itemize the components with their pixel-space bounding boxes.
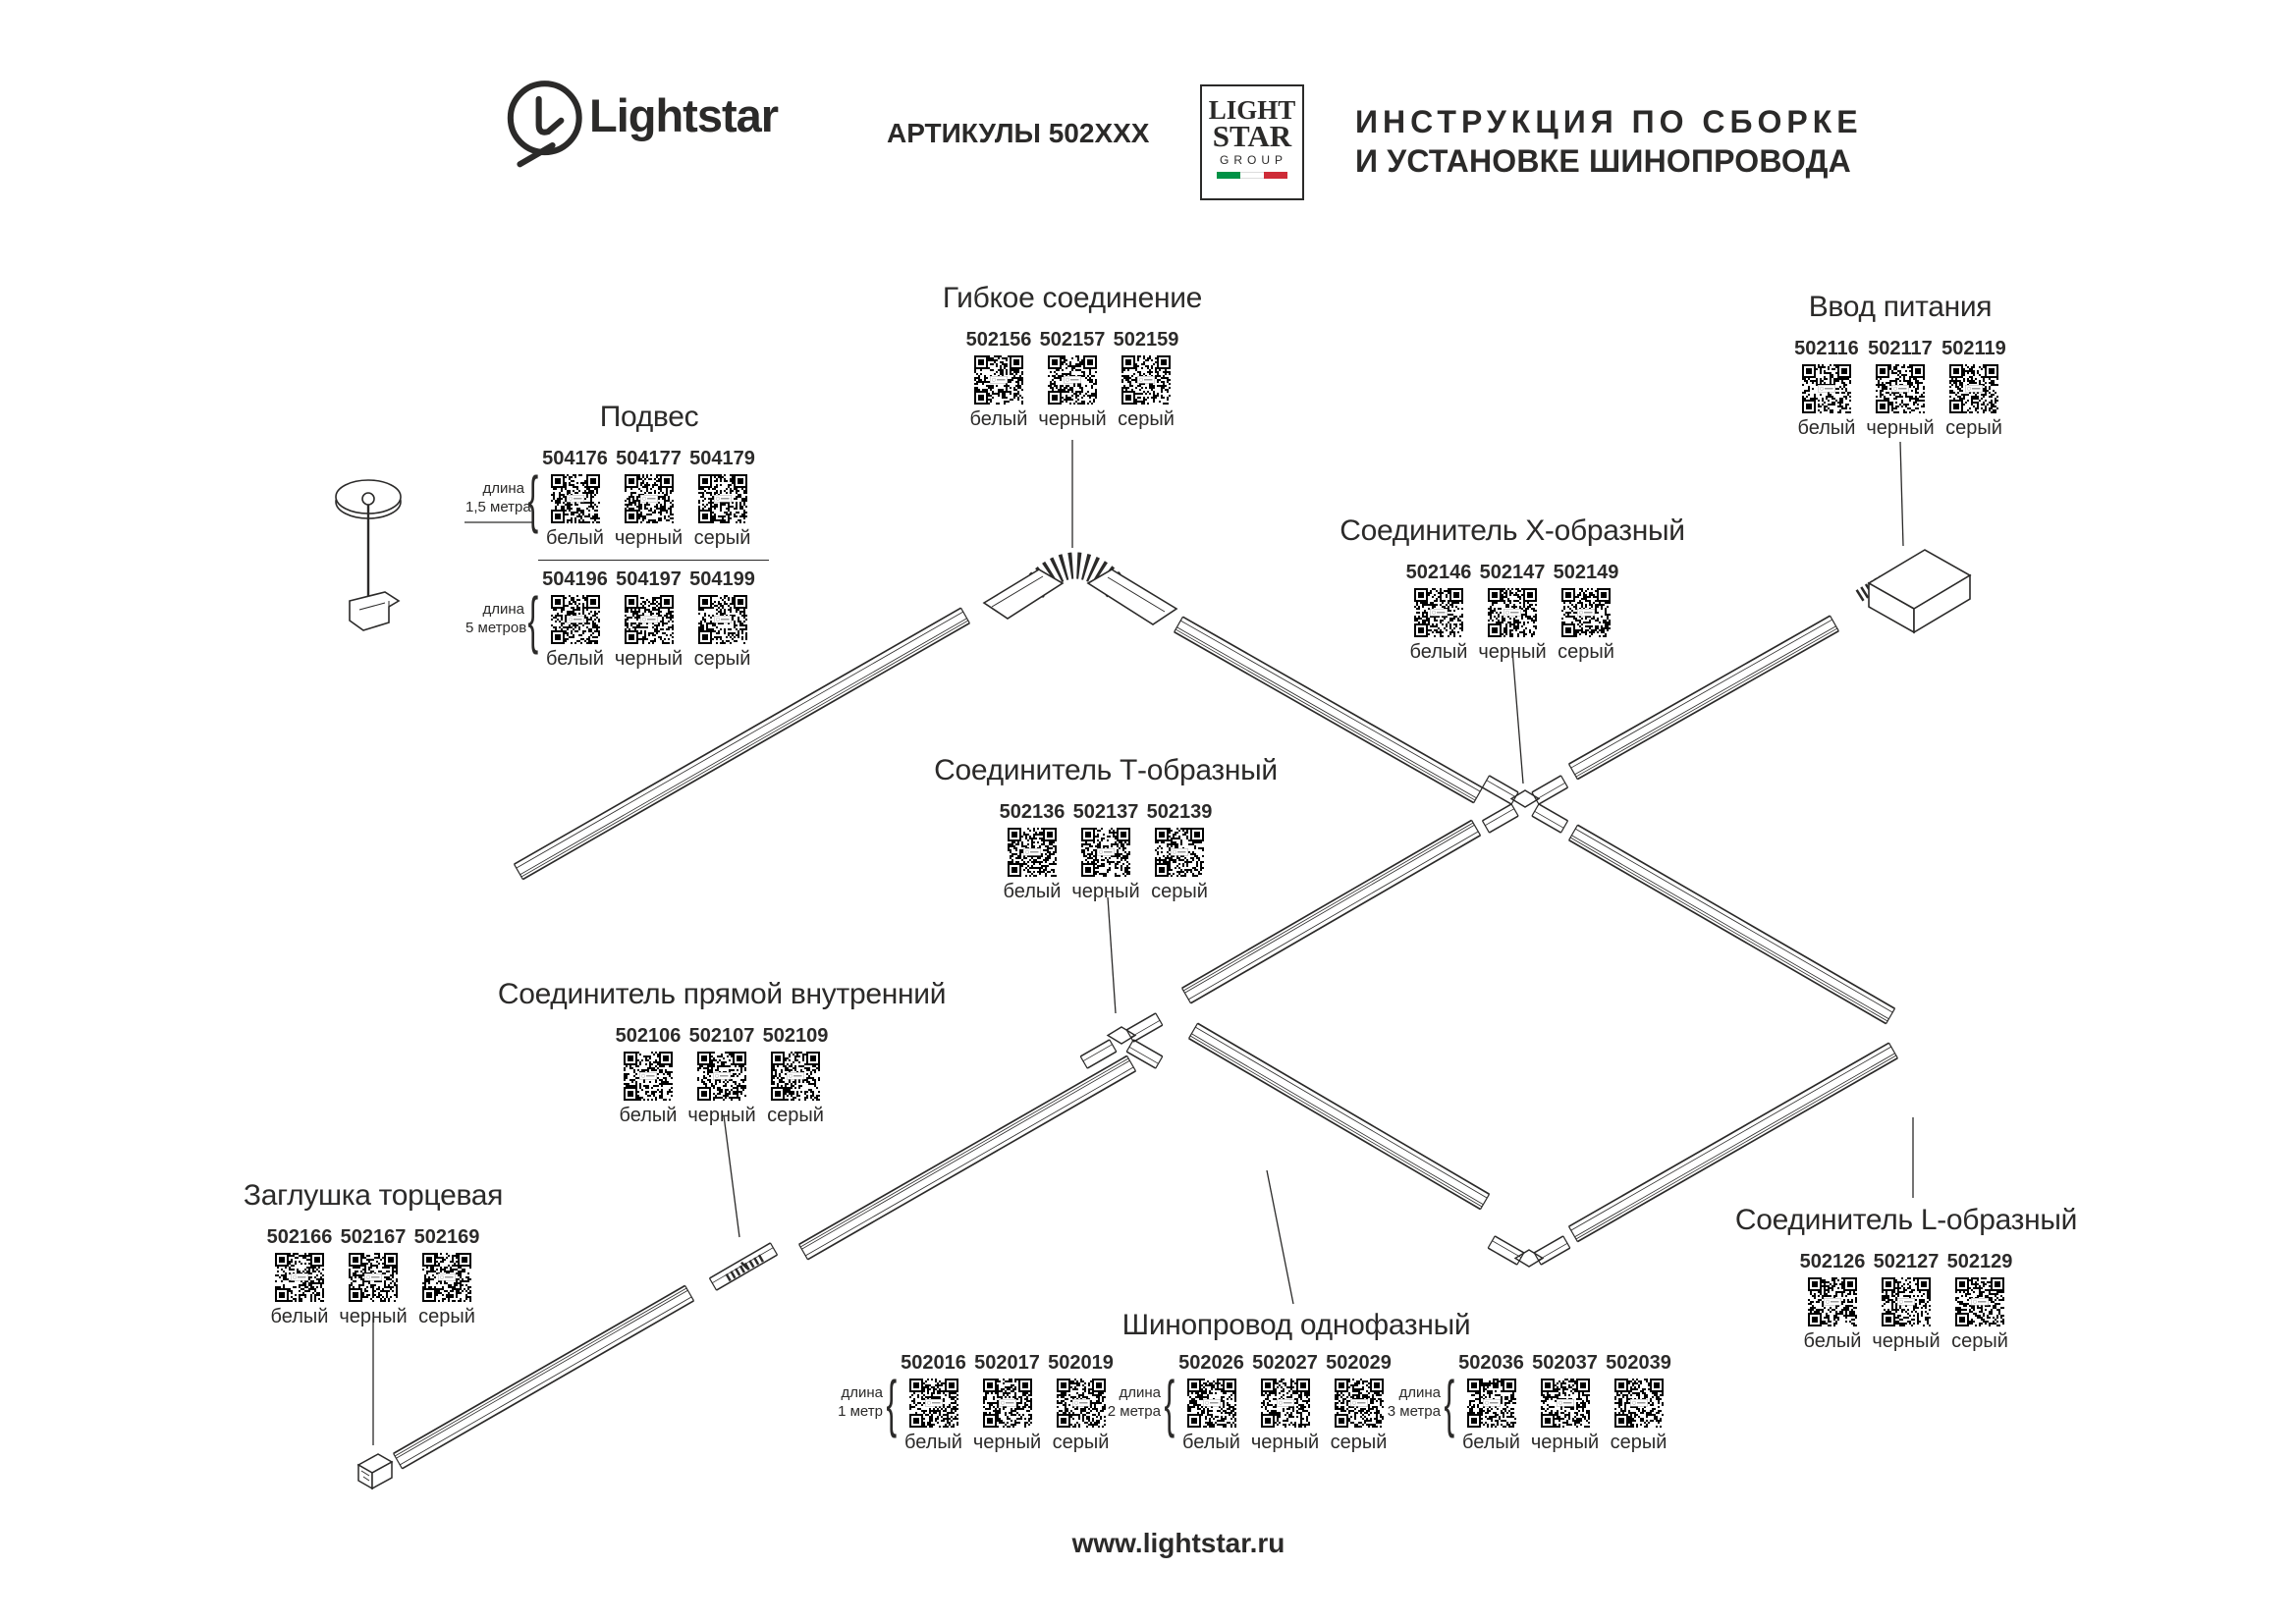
qr-code xyxy=(1081,828,1130,877)
product-variant xyxy=(1790,338,1864,440)
section-power-input xyxy=(1733,291,2067,440)
color-label: белый xyxy=(904,1432,962,1453)
pendant-row-2 xyxy=(465,568,833,671)
color-label: серый xyxy=(1118,408,1175,430)
article-number: 502039 xyxy=(1606,1352,1671,1374)
article-number: 502107 xyxy=(688,1025,755,1047)
article-number: 502026 xyxy=(1178,1352,1244,1374)
qr-code xyxy=(551,474,600,523)
variant-row xyxy=(1454,1352,1675,1454)
qr-code xyxy=(697,1052,746,1101)
length-label-line2: 1,5 метра xyxy=(465,499,531,515)
article-number: 504179 xyxy=(689,448,755,469)
product-variant xyxy=(1943,1251,2017,1353)
article-number: 502126 xyxy=(1799,1251,1866,1272)
article-number: 502119 xyxy=(1941,338,2006,359)
qr-code xyxy=(1414,588,1463,637)
color-label: серый xyxy=(1151,881,1208,902)
section-title: Соединитель L-образный xyxy=(1734,1204,2078,1236)
document-title-line1: ИНСТРУКЦИЯ ПО СБОРКЕ xyxy=(1355,104,1863,139)
track-group-2m xyxy=(1102,1352,1395,1454)
qr-code xyxy=(909,1379,958,1428)
product-variant xyxy=(1402,562,1476,664)
x-connector-drawing xyxy=(1511,790,1539,807)
product-variant xyxy=(538,448,612,550)
product-variant xyxy=(1069,801,1143,903)
leader-line xyxy=(724,1115,739,1237)
qr-code xyxy=(1048,355,1097,405)
qr-code xyxy=(624,1052,673,1101)
product-variant xyxy=(897,1352,970,1454)
qr-code xyxy=(1335,1379,1384,1428)
section-flexible-connector xyxy=(905,282,1239,431)
group-logo-line1: LIGHT xyxy=(1208,95,1296,125)
product-variant xyxy=(1110,329,1183,431)
article-number: 504199 xyxy=(689,568,755,590)
product-variant xyxy=(612,448,685,550)
qr-code xyxy=(422,1253,471,1302)
qr-code xyxy=(625,595,674,644)
product-variant xyxy=(1602,1352,1675,1454)
document-title xyxy=(1355,102,1863,181)
length-label-line2: 2 метра xyxy=(1107,1403,1161,1420)
length-label-line1: длина xyxy=(482,601,524,619)
section-title: Подвес xyxy=(599,401,699,433)
variant-row xyxy=(1733,338,2067,440)
section-title: Соединитель прямой внутренний xyxy=(497,978,947,1010)
color-label: черный xyxy=(1038,408,1107,430)
pendant-drawing xyxy=(336,480,401,630)
color-label: черный xyxy=(687,1105,756,1126)
article-number: 502117 xyxy=(1868,338,1933,359)
product-variant xyxy=(1476,562,1550,664)
article-number: 502027 xyxy=(1252,1352,1318,1374)
section-title: Заглушка торцевая xyxy=(243,1179,504,1212)
leader-line xyxy=(1267,1170,1293,1304)
section-pendant xyxy=(465,401,833,671)
qr-code xyxy=(1561,588,1611,637)
color-label: белый xyxy=(1803,1330,1862,1352)
l-connector-drawing xyxy=(1515,1250,1543,1267)
section-t-connector xyxy=(929,754,1283,903)
section-straight-connector xyxy=(496,978,948,1127)
color-label: черный xyxy=(1872,1330,1941,1352)
qr-code xyxy=(1155,828,1204,877)
product-variant xyxy=(1796,1251,1870,1353)
color-label: белый xyxy=(1462,1432,1520,1453)
section-end-cap xyxy=(206,1179,540,1328)
article-number: 502157 xyxy=(1039,329,1106,351)
product-variant xyxy=(538,568,612,671)
leader-line xyxy=(1512,650,1523,784)
variant-row xyxy=(897,1352,1118,1454)
qr-code xyxy=(1187,1379,1236,1428)
article-number: 502146 xyxy=(1405,562,1472,583)
italian-flag-stripe xyxy=(1217,172,1287,179)
product-variant xyxy=(685,568,759,671)
section-title: Соединитель Х-образный xyxy=(1339,514,1685,547)
article-number: 502167 xyxy=(340,1226,407,1248)
variant-row xyxy=(1336,562,1689,664)
color-label: белый xyxy=(1797,417,1856,439)
article-number: 502127 xyxy=(1873,1251,1940,1272)
qr-code xyxy=(349,1253,398,1302)
length-label xyxy=(1102,1384,1161,1422)
qr-code xyxy=(771,1052,820,1101)
length-label-line1: длина xyxy=(1119,1384,1161,1402)
leader-line xyxy=(1108,897,1116,1013)
article-number: 502106 xyxy=(615,1025,682,1047)
track-group-3m xyxy=(1382,1352,1675,1454)
variant-row xyxy=(206,1226,540,1328)
product-variant xyxy=(962,329,1036,431)
length-label xyxy=(465,601,527,638)
variant-row xyxy=(1175,1352,1395,1454)
length-brace: { xyxy=(527,584,539,655)
pendant-divider xyxy=(538,560,769,561)
color-label: серый xyxy=(693,527,751,549)
qr-code xyxy=(1488,588,1537,637)
color-label: черный xyxy=(339,1306,408,1327)
product-variant xyxy=(685,448,759,550)
color-label: белый xyxy=(270,1306,329,1327)
article-number: 502159 xyxy=(1113,329,1179,351)
color-label: белый xyxy=(1409,641,1468,663)
article-number: 502116 xyxy=(1794,338,1859,359)
section-title: Соединитель Т-образный xyxy=(934,754,1278,786)
length-brace: { xyxy=(1444,1368,1455,1438)
length-label-line2: 3 метра xyxy=(1387,1403,1441,1420)
color-label: серый xyxy=(1330,1432,1388,1453)
product-variant xyxy=(1528,1352,1602,1454)
color-label: серый xyxy=(1610,1432,1667,1453)
article-number: 502139 xyxy=(1146,801,1213,823)
length-label-line1: длина xyxy=(1398,1384,1441,1402)
pendant-row-1 xyxy=(465,448,833,550)
qr-code xyxy=(1876,364,1925,413)
color-label: белый xyxy=(969,408,1028,430)
product-variant xyxy=(410,1226,484,1328)
color-label: белый xyxy=(619,1105,678,1126)
article-number: 504197 xyxy=(616,568,682,590)
group-logo-line3: GROUP xyxy=(1219,153,1287,168)
product-variant xyxy=(970,1352,1044,1454)
article-number: 502129 xyxy=(1946,1251,2013,1272)
qr-code xyxy=(1008,828,1057,877)
product-variant xyxy=(337,1226,410,1328)
qr-code xyxy=(1802,364,1851,413)
length-brace: { xyxy=(527,463,539,534)
qr-code xyxy=(1614,1379,1664,1428)
product-variant xyxy=(1248,1352,1322,1454)
length-label xyxy=(824,1384,883,1422)
variant-row xyxy=(496,1025,948,1127)
product-variant xyxy=(612,568,685,671)
section-title: Шинопровод однофазный xyxy=(1121,1309,1471,1341)
length-label-line1: длина xyxy=(841,1384,883,1402)
product-variant xyxy=(612,1025,685,1127)
qr-code xyxy=(1057,1379,1106,1428)
qr-code xyxy=(275,1253,324,1302)
qr-code xyxy=(1808,1277,1857,1326)
color-label: серый xyxy=(1052,1432,1110,1453)
color-label: белый xyxy=(1003,881,1062,902)
qr-code xyxy=(1882,1277,1931,1326)
color-label: белый xyxy=(546,648,604,670)
qr-code xyxy=(1467,1379,1516,1428)
color-label: черный xyxy=(1530,1432,1600,1453)
article-number: 502017 xyxy=(974,1352,1040,1374)
article-number: 502169 xyxy=(413,1226,480,1248)
article-number: 502166 xyxy=(266,1226,333,1248)
color-label: серый xyxy=(1951,1330,2008,1352)
article-number: 504176 xyxy=(542,448,608,469)
product-variant xyxy=(1870,1251,1943,1353)
qr-code xyxy=(1121,355,1171,405)
article-number: 502149 xyxy=(1553,562,1619,583)
section-x-connector xyxy=(1336,514,1689,664)
article-number: 502137 xyxy=(1072,801,1139,823)
qr-code xyxy=(551,595,600,644)
product-variant xyxy=(1036,329,1110,431)
product-variant xyxy=(1143,801,1217,903)
color-label: черный xyxy=(1866,417,1935,439)
article-number: 502109 xyxy=(762,1025,829,1047)
length-label-line2: 1 метр xyxy=(838,1403,883,1420)
website-url: www.lightstar.ru xyxy=(1071,1528,1285,1558)
qr-code xyxy=(1261,1379,1310,1428)
track-group-1m xyxy=(824,1352,1118,1454)
product-variant xyxy=(1175,1352,1248,1454)
qr-code xyxy=(698,595,747,644)
color-label: черный xyxy=(1071,881,1140,902)
color-label: серый xyxy=(693,648,751,670)
lightstar-logo-icon xyxy=(496,73,590,179)
variant-row xyxy=(929,801,1283,903)
color-label: черный xyxy=(1250,1432,1320,1453)
color-label: белый xyxy=(1182,1432,1240,1453)
color-label: серый xyxy=(1945,417,2002,439)
article-number: 504177 xyxy=(616,448,682,469)
qr-code xyxy=(698,474,747,523)
power-input-drawing xyxy=(1859,550,1970,632)
qr-code xyxy=(1949,364,1998,413)
color-label: серый xyxy=(1558,641,1614,663)
product-variant xyxy=(996,801,1069,903)
t-connector-drawing xyxy=(1108,1027,1135,1044)
product-variant xyxy=(685,1025,759,1127)
product-variant xyxy=(1550,562,1623,664)
color-label: серый xyxy=(767,1105,824,1126)
end-cap-drawing xyxy=(358,1454,392,1488)
qr-code xyxy=(1955,1277,2004,1326)
variant-row xyxy=(538,568,759,671)
section-title: Ввод питания xyxy=(1808,291,1993,323)
length-label-line2: 5 метров xyxy=(465,620,527,636)
article-number: 502136 xyxy=(999,801,1066,823)
article-number: 502016 xyxy=(901,1352,966,1374)
length-label-line1: длина xyxy=(482,480,524,498)
length-label xyxy=(1382,1384,1441,1422)
lightstar-group-logo xyxy=(1200,84,1304,200)
article-number: 502037 xyxy=(1532,1352,1598,1374)
article-number: 502147 xyxy=(1479,562,1546,583)
qr-code xyxy=(625,474,674,523)
qr-code xyxy=(974,355,1023,405)
qr-code xyxy=(1541,1379,1590,1428)
section-title: Гибкое соединение xyxy=(942,282,1203,314)
leader-line xyxy=(1900,442,1903,546)
article-number: 504196 xyxy=(542,568,608,590)
color-label: черный xyxy=(614,527,683,549)
color-label: черный xyxy=(972,1432,1042,1453)
length-brace: { xyxy=(886,1368,898,1438)
article-number: 502029 xyxy=(1326,1352,1392,1374)
product-variant xyxy=(1864,338,1938,440)
group-logo-line2: STAR xyxy=(1212,118,1292,153)
article-number: 502019 xyxy=(1048,1352,1114,1374)
flexible-connector-drawing xyxy=(984,566,1176,624)
color-label: белый xyxy=(546,527,604,549)
section-track xyxy=(815,1309,1777,1466)
articles-label: АРТИКУЛЫ 502ХХХ xyxy=(887,118,1150,148)
length-brace: { xyxy=(1164,1368,1175,1438)
brand-name: Lightstar xyxy=(589,89,779,141)
variant-row xyxy=(905,329,1239,431)
article-number: 502036 xyxy=(1458,1352,1524,1374)
article-number: 502156 xyxy=(965,329,1032,351)
product-variant xyxy=(1454,1352,1528,1454)
product-variant xyxy=(759,1025,833,1127)
product-variant xyxy=(263,1226,337,1328)
color-label: черный xyxy=(614,648,683,670)
document-title-line2: И УСТАНОВКЕ ШИНОПРОВОДА xyxy=(1355,143,1851,179)
color-label: серый xyxy=(418,1306,475,1327)
variant-row xyxy=(538,448,759,550)
color-label: черный xyxy=(1478,641,1547,663)
qr-code xyxy=(983,1379,1032,1428)
length-label xyxy=(465,480,531,517)
product-variant xyxy=(1938,338,2011,440)
